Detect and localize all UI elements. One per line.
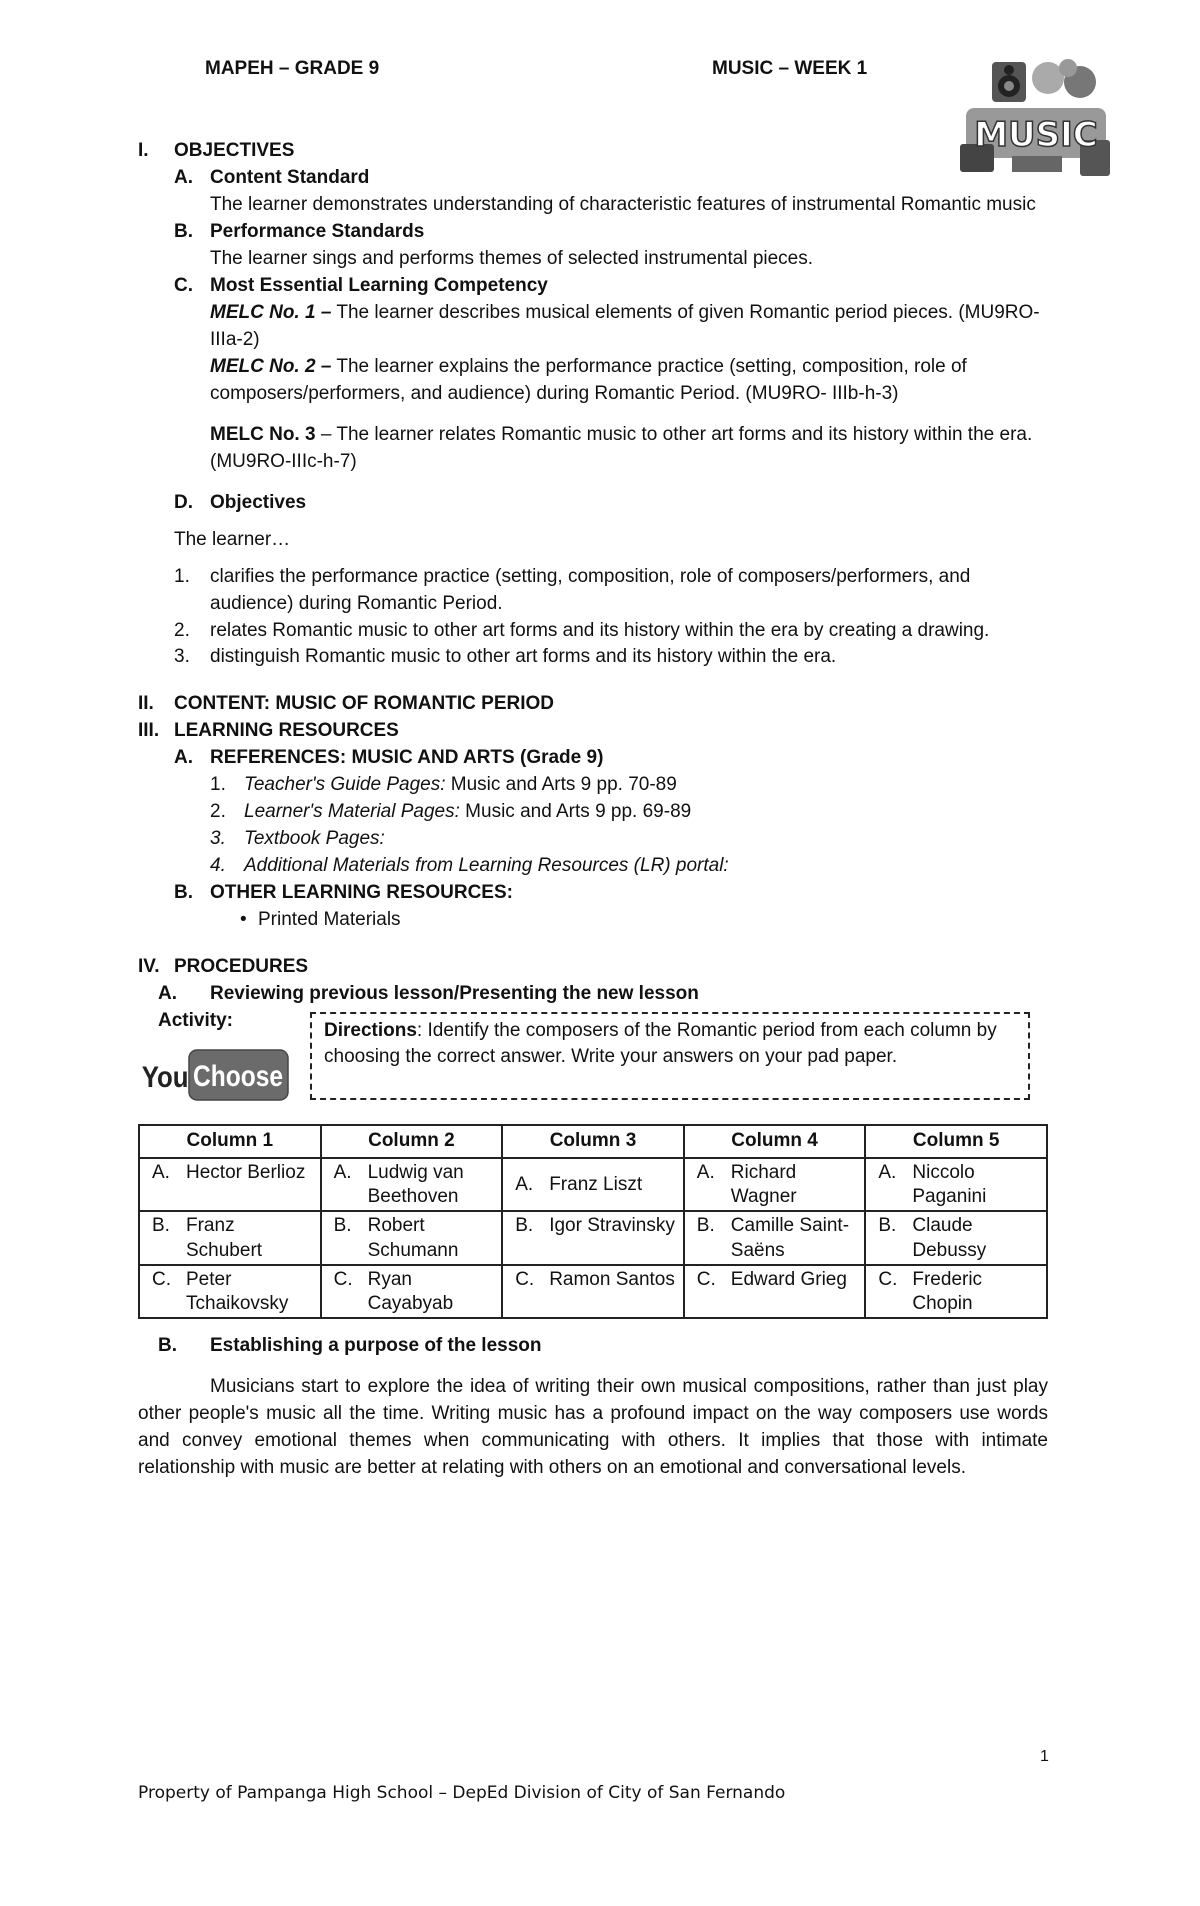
performance-standards-text: The learner sings and performs themes of selected instrumental pieces. [210, 247, 814, 269]
table-cell [139, 1265, 321, 1318]
list-text: relates Romantic music to other art forms and its history within the era by creating a drawing. [210, 619, 990, 641]
choice-letter: A. [878, 1161, 897, 1183]
list-number: 1. [174, 565, 190, 587]
list-text: clarifies the performance practice (setting, composition, role of composers/performers, and audience) during Romantic Period. [210, 565, 971, 614]
table-cell [684, 1158, 866, 1211]
composer-name: Franz Liszt [549, 1174, 643, 1196]
subsection-letter: A. [174, 747, 193, 769]
table-cell [502, 1158, 684, 1211]
melc-text: – The learner relates Romantic music to other art forms and its history within the era. (MU9RO-IIIc-h-7) [210, 423, 1033, 472]
subsection-review [138, 981, 1048, 1008]
table-cell [865, 1158, 1047, 1211]
composer-name: Franz Schubert [186, 1215, 263, 1261]
subsection-letter: B. [174, 220, 193, 242]
subsection-title: Content Standard [210, 166, 370, 188]
composer-table [138, 1124, 1048, 1319]
section-objectives [138, 138, 1048, 165]
list-item [138, 772, 1048, 799]
directions-box [310, 1012, 1030, 1100]
choice-letter: A. [696, 1161, 715, 1183]
section-number: I. [138, 140, 149, 161]
melc-item [138, 300, 1048, 354]
list-text: Printed Materials [258, 909, 401, 931]
melc-label: MELC No. 2 – [210, 355, 332, 377]
composer-name: Claude Debussy [912, 1215, 987, 1261]
list-number: 1. [210, 774, 226, 796]
column-header: Column 4 [684, 1125, 866, 1158]
section-title: LEARNING RESOURCES [174, 720, 399, 742]
section-procedures [138, 954, 1048, 981]
activity-label: Activity: [158, 1010, 233, 1032]
choice-letter: B. [878, 1215, 897, 1237]
table-cell [502, 1265, 684, 1318]
subsection-letter: B. [158, 1334, 177, 1356]
list-item [138, 799, 1048, 826]
choice-letter: B. [152, 1215, 170, 1237]
subsection-title: REFERENCES: MUSIC AND ARTS (Grade 9) [210, 747, 604, 769]
table-cell [321, 1265, 503, 1318]
section-number: II. [138, 693, 154, 715]
table-header-row [139, 1125, 1047, 1158]
directions-label: Directions [324, 1020, 417, 1042]
section-title: PROCEDURES [174, 956, 309, 978]
subsection-other-resources [138, 880, 1048, 907]
table-cell [684, 1265, 866, 1318]
subsection-title: Objectives [210, 491, 307, 513]
objectives-list [174, 564, 1048, 672]
melc-label: MELC No. 3 [210, 423, 316, 445]
bullet-icon: • [240, 909, 247, 931]
table-cell [321, 1158, 503, 1211]
header-week: MUSIC – WEEK 1 [712, 58, 868, 79]
badge-you-text: You [141, 1060, 189, 1094]
composer-name: Ryan Cayabyab [367, 1268, 454, 1315]
subsection-references [138, 745, 1048, 772]
choice-letter: A. [333, 1161, 352, 1183]
page-footer: Property of Pampanga High School – DepEd Division of City of San Fernando [138, 1783, 786, 1803]
list-item [138, 826, 1048, 853]
composer-name: Ramon Santos [549, 1268, 675, 1290]
choice-letter: C. [515, 1268, 535, 1290]
section-resources [138, 718, 1048, 745]
composer-name: Edward Grieg [730, 1268, 847, 1290]
choice-letter: B. [515, 1215, 534, 1237]
table-cell [684, 1211, 866, 1264]
choice-letter: B. [696, 1215, 715, 1237]
content-standard-text: The learner demonstrates understanding of characteristic features of instrumental Romantic music [210, 193, 1036, 215]
subsection-title: Establishing a purpose of the lesson [210, 1334, 542, 1356]
section-title: CONTENT: MUSIC OF ROMANTIC PERIOD [174, 693, 554, 715]
list-item [138, 853, 1048, 880]
purpose-paragraph: Musicians start to explore the idea of writing their own musical compositions, rather than just play other people's music all the time. Writing music has a profound impact on the way composers use words and convey emotional themes when communicating with others. It implies that those with intimate relationship with music are better at relating with others on an emotional and conversational levels. [138, 1375, 1048, 1478]
activity-block [138, 1008, 1048, 1124]
melc-label: MELC No. 1 – [210, 301, 332, 323]
reference-label: Additional Materials from Learning Resources (LR) portal: [244, 855, 729, 877]
objectives-intro: The learner… [174, 528, 291, 550]
reference-label: Textbook Pages: [244, 828, 385, 850]
melc-text: The learner describes musical elements of given Romantic period pieces. (MU9RO-IIIa-2) [210, 301, 1040, 350]
composer-name: Igor Stravinsky [549, 1215, 675, 1237]
choice-letter: C. [152, 1268, 171, 1290]
you-choose-badge-icon [140, 1044, 290, 1104]
directions-text: : Identify the composers of the Romantic period from each column by choosing the correct answer. Write your answers on your pad paper. [324, 1020, 997, 1068]
reference-text: Music and Arts 9 pp. 69-89 [459, 801, 692, 823]
badge-choose-text: Choose [193, 1060, 283, 1094]
section-number: IV. [138, 956, 160, 978]
subsection-letter: A. [158, 983, 177, 1005]
section-number: III. [138, 720, 160, 742]
document-body [138, 138, 1048, 1482]
melc-text: The learner explains the performance practice (setting, composition, role of composers/performers, and audience) during Romantic Period. (MU9RO- IIIb-h-3) [210, 355, 967, 404]
list-item [174, 618, 1048, 645]
page-number: 1 [1040, 1748, 1049, 1765]
table-cell [321, 1211, 503, 1264]
reference-text: Music and Arts 9 pp. 70-89 [445, 774, 677, 796]
list-text: distinguish Romantic music to other art forms and its history within the era. [210, 646, 837, 668]
table-cell [865, 1211, 1047, 1264]
subsection-letter: D. [174, 491, 193, 513]
subsection-title: OTHER LEARNING RESOURCES: [210, 882, 513, 904]
table-row [139, 1265, 1047, 1318]
column-header: Column 2 [321, 1125, 503, 1158]
list-number: 2. [210, 801, 226, 823]
list-item [174, 644, 1048, 671]
column-header: Column 1 [139, 1125, 321, 1158]
reference-label: Teacher's Guide Pages: [244, 774, 446, 796]
references-list [138, 772, 1048, 880]
composer-name: Camille Saint-Saëns [730, 1215, 850, 1261]
section-content [138, 691, 1048, 718]
table-row [139, 1158, 1047, 1211]
column-header: Column 3 [502, 1125, 684, 1158]
section-title: OBJECTIVES [174, 140, 295, 161]
list-item [174, 564, 1048, 618]
table-row [139, 1211, 1047, 1264]
composer-name: Richard Wagner [730, 1161, 797, 1208]
list-number: 2. [174, 619, 190, 641]
subsection-content-standard [138, 165, 1048, 192]
subsection-title: Reviewing previous lesson/Presenting the new lesson [210, 983, 699, 1005]
composer-name: Peter Tchaikovsky [186, 1268, 289, 1315]
subsection-title: Most Essential Learning Competency [210, 274, 548, 296]
subsection-letter: C. [174, 274, 193, 296]
choice-letter: A. [515, 1174, 534, 1196]
logo-text: MUSIC [974, 115, 1098, 155]
subsection-melc [138, 273, 1048, 300]
composer-name: Frederic Chopin [912, 1268, 983, 1315]
reference-label: Learner's Material Pages: [244, 801, 460, 823]
table-cell [502, 1211, 684, 1264]
subsection-title: Performance Standards [210, 220, 425, 242]
subsection-performance-standards [138, 219, 1048, 246]
header-subject: MAPEH – GRADE 9 [205, 58, 380, 79]
composer-name: Robert Schumann [367, 1215, 459, 1261]
composer-name: Niccolo Paganini [912, 1161, 987, 1208]
subsection-purpose [138, 1333, 1048, 1360]
melc-item [138, 422, 1048, 476]
subsection-letter: A. [174, 166, 193, 188]
composer-name: Hector Berlioz [186, 1161, 306, 1183]
choice-letter: B. [333, 1215, 352, 1237]
choice-letter: A. [152, 1161, 170, 1183]
table-cell [139, 1211, 321, 1264]
subsection-letter: B. [174, 882, 193, 904]
table-cell [139, 1158, 321, 1211]
list-number: 3. [210, 828, 226, 850]
list-number: 3. [174, 646, 190, 668]
list-number: 4. [210, 855, 226, 877]
list-item [138, 907, 1048, 934]
melc-item [138, 354, 1048, 408]
choice-letter: C. [696, 1268, 716, 1290]
choice-letter: C. [333, 1268, 353, 1290]
composer-name: Ludwig van Beethoven [367, 1161, 464, 1208]
choice-letter: C. [878, 1268, 898, 1290]
subsection-objectives [138, 490, 1048, 517]
column-header: Column 5 [865, 1125, 1047, 1158]
table-cell [865, 1265, 1047, 1318]
